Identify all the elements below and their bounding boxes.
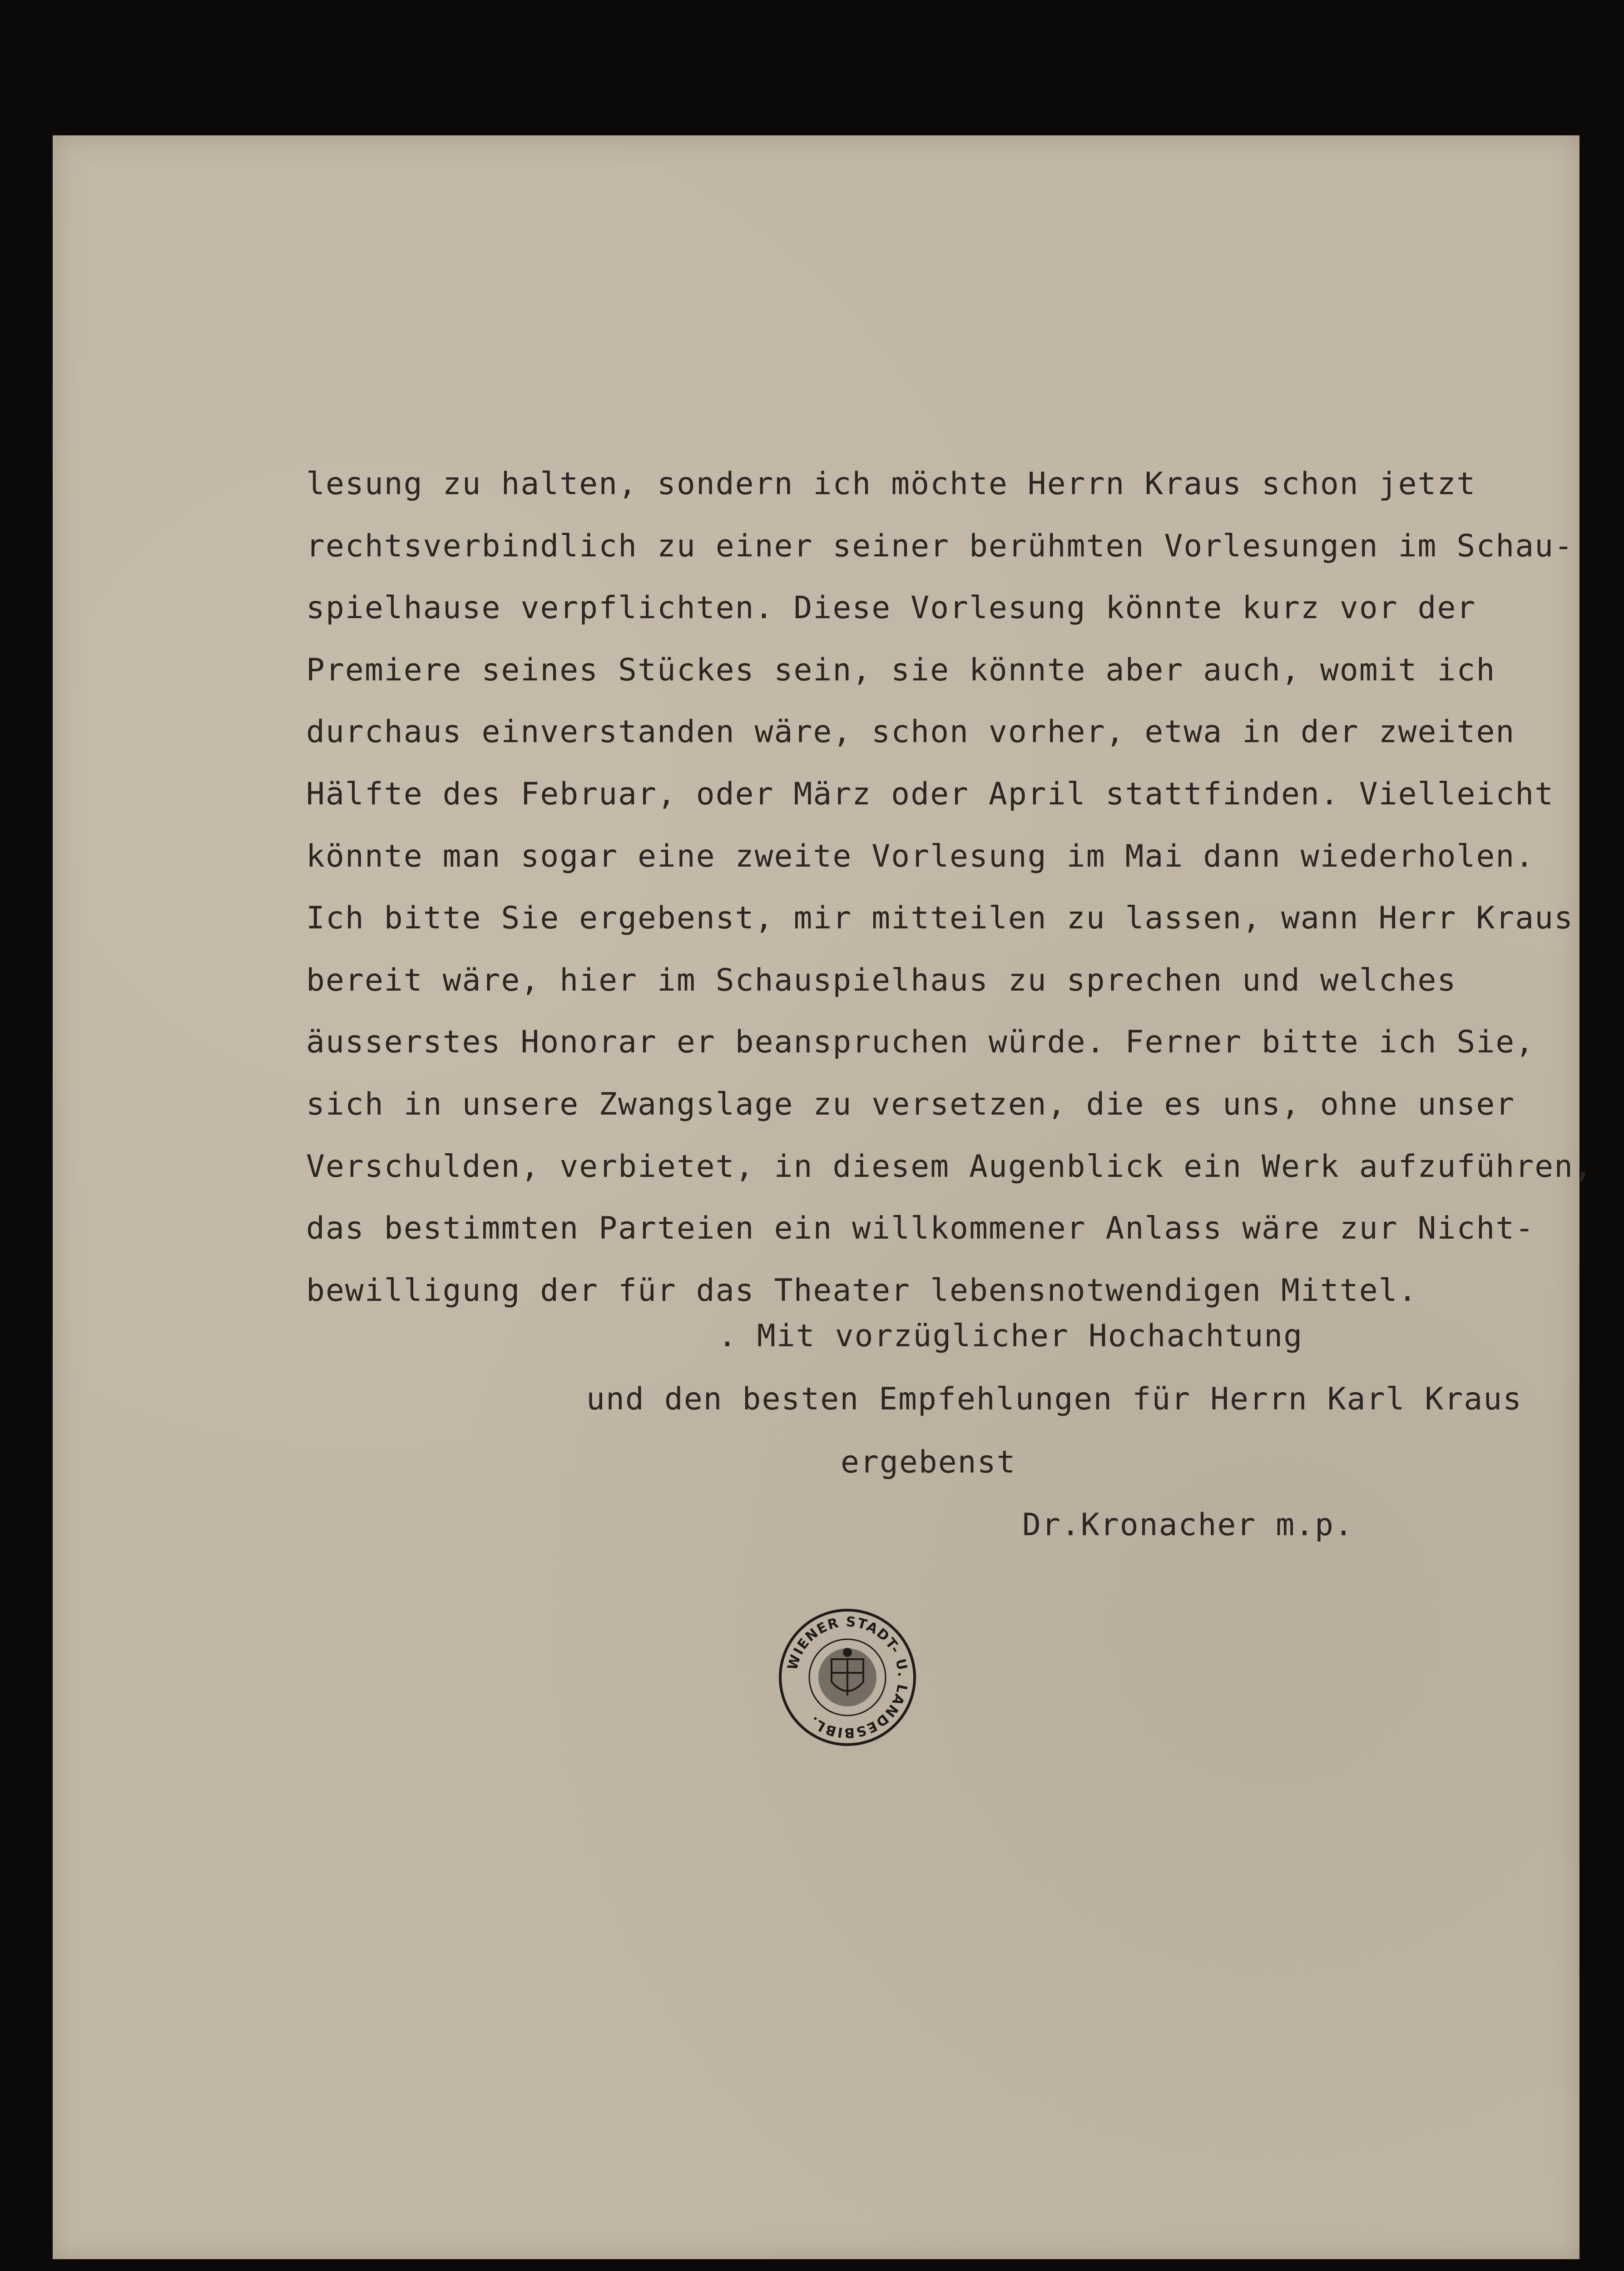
- text-line: Verschulden, verbietet, in diesem Augenblick ein Werk aufzuführen,: [306, 1148, 1594, 1185]
- stamp-text: WIENER STADT- U. LANDESBIBL.: [784, 1614, 911, 1741]
- text-line: das bestimmten Parteien ein willkommener Anlass wäre zur Nicht-: [306, 1210, 1535, 1247]
- text-line: Ich bitte Sie ergebenst, mir mitteilen zu lassen, wann Herr Kraus: [306, 900, 1574, 937]
- text-line: durchaus einverstanden wäre, schon vorher, etwa in der zweiten: [306, 714, 1515, 750]
- text-line: Premiere seines Stückes sein, sie könnte aber auch, womit ich: [306, 652, 1496, 688]
- text-line: könnte man sogar eine zweite Vorlesung im Mai dann wiederholen.: [306, 838, 1535, 874]
- text-line: lesung zu halten, sondern ich möchte Herrn Kraus schon jetzt: [306, 466, 1476, 502]
- text-line: bewilligung der für das Theater lebensnotwendigen Mittel.: [306, 1272, 1418, 1309]
- closing-salutation: . Mit vorzüglicher Hochachtung: [718, 1318, 1303, 1354]
- text-line: Hälfte des Februar, oder März oder April stattfinden. Vielleicht: [306, 776, 1555, 812]
- letter-body: [306, 453, 1623, 1322]
- text-line: rechtsverbindlich zu einer seiner berühmten Vorlesungen im Schau-: [306, 528, 1574, 564]
- library-stamp: [777, 1607, 918, 1748]
- text-line: bereit wäre, hier im Schauspielhaus zu sprechen und welches: [306, 962, 1457, 998]
- text-line: äusserstes Honorar er beanspruchen würde. Ferner bitte ich Sie,: [306, 1024, 1535, 1061]
- closing-ergebenst: ergebenst: [841, 1444, 1016, 1480]
- signature: Dr.Kronacher m.p.: [1022, 1507, 1354, 1543]
- text-line: spielhause verpflichten. Diese Vorlesung könnte kurz vor der: [306, 590, 1476, 626]
- coat-of-arms-icon: [818, 1648, 876, 1706]
- closing-recommendation: und den besten Empfehlungen für Herrn Karl Kraus: [586, 1381, 1523, 1417]
- text-line: sich in unsere Zwangslage zu versetzen, die es uns, ohne unser: [306, 1086, 1515, 1122]
- letter-page: [53, 135, 1594, 2259]
